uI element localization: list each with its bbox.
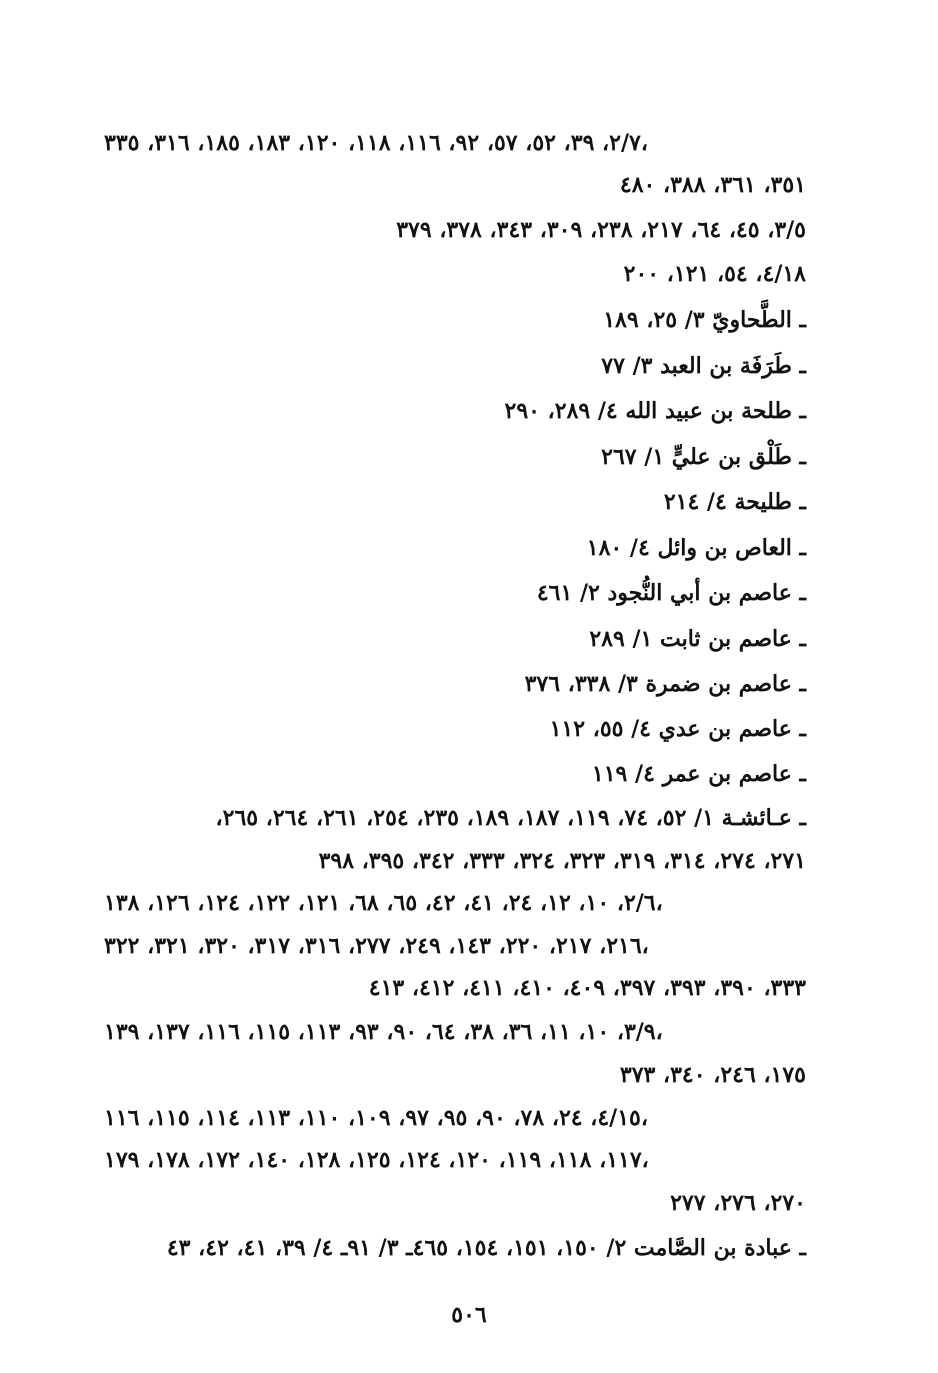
index-line: ٣٣٣، ٣٩٠، ٣٩٣، ٣٩٧، ٤٠٩، ٤١٠، ٤١١، ٤١٢، ٤١٣ <box>368 975 806 1001</box>
index-entry: ـ عاصم بن عمر ٤/ ١١٩ <box>592 759 806 789</box>
index-line: ٣/٥، ٤٥، ٦٤، ٢١٧، ٢٣٨، ٣٠٩، ٣٤٣، ٣٧٨، ٣٧٩ <box>396 217 806 243</box>
index-entry: ـ العاص بن وائل ٤/ ١٨٠ <box>587 533 806 563</box>
index-entry: ـ عاصم بن أبي النُّجود ٢/ ٤٦١ <box>537 578 806 608</box>
index-entry: ـ طَرَفَة بن العبد ٣/ ٧٧ <box>601 351 806 381</box>
index-line: ٢/٦، ١٠، ١٢، ٢٤، ٤١، ٤٢، ٦٥، ٦٨، ١٢١، ١٢٢، ١٢٤، ١٢٦، ١٣٨، <box>104 890 663 916</box>
index-line: ٢٧٠، ٢٧٦، ٢٧٧ <box>670 1190 806 1216</box>
index-line: ٢٧١، ٢٧٤، ٣١٤، ٣١٩، ٣٢٣، ٣٢٤، ٣٣٣، ٣٤٢، ٣٩٥، ٣٩٨ <box>318 848 806 874</box>
index-line: ٤/١٨، ٥٤، ١٢١، ٢٠٠ <box>623 261 806 287</box>
index-line: ١١٧، ١١٨، ١١٩، ١٢٠، ١٢٤، ١٢٥، ١٢٨، ١٤٠، ١٧٢، ١٧٨، ١٧٩، <box>104 1147 649 1173</box>
index-line: ٣٥١، ٣٦١، ٣٨٨، ٤٨٠ <box>619 172 806 198</box>
index-entry: ـ عاصم بن ضمرة ٣/ ٣٣٨، ٣٧٦ <box>525 669 806 699</box>
index-entry: ـ طَلْق بن عليٍّ ١/ ٢٦٧ <box>601 442 806 472</box>
index-entry: ـ عبادة بن الصَّامت ٢/ ١٥٠، ١٥١، ١٥٤، ٤٦٥ـ ٣/ ٩١ـ ٤/ ٣٩، ٤١، ٤٢، ٤٣ <box>167 1233 806 1263</box>
index-entry: ـ طليحة ٤/ ٢١٤ <box>664 487 806 517</box>
index-line: ٤/١٥، ٢٤، ٧٨، ٩٠، ٩٥، ٩٧، ١٠٩، ١١٠، ١١٣، ١١٤، ١١٥، ١١٦، <box>104 1105 648 1131</box>
index-line: ٢/٧، ٣٩، ٥٢، ٥٧، ٩٢، ١١٦، ١١٨، ١٢٠، ١٨٣، ١٨٥، ٣١٦، ٣٣٥، <box>104 130 648 156</box>
index-line: ٣/٩، ١٠، ١١، ٣٦، ٣٨، ٦٤، ٩٠، ٩٣، ١١٣، ١١٥، ١١٦، ١٣٧، ١٣٩، <box>104 1019 663 1045</box>
index-entry: ـ عـائشـة ١/ ٥٢، ٧٤، ١١٩، ١٨٧، ١٨٩، ٢٣٥، ٢٥٤، ٢٦١، ٢٦٤، ٢٦٥، <box>104 803 806 833</box>
index-entry: ـ طلحة بن عبيد الله ٤/ ٢٨٩، ٢٩٠ <box>505 396 806 426</box>
index-line: ٢١٦، ٢١٧، ٢٢٠، ١٤٣، ٢٤٩، ٢٧٧، ٣١٦، ٣١٧، ٣٢٠، ٣٢١، ٣٢٢، <box>104 933 649 959</box>
index-entry: ـ عاصم بن عدي ٤/ ٥٥، ١١٢ <box>550 714 806 744</box>
page-number: ٥٠٦ <box>451 1302 487 1328</box>
index-entry: ـ الطَّحاويّ ٣/ ٢٥، ١٨٩ <box>603 305 806 335</box>
index-line: ١٧٥، ٢٤٦، ٣٤٠، ٣٧٣ <box>619 1062 806 1088</box>
index-entry: ـ عاصم بن ثابت ١/ ٢٨٩ <box>589 624 806 654</box>
